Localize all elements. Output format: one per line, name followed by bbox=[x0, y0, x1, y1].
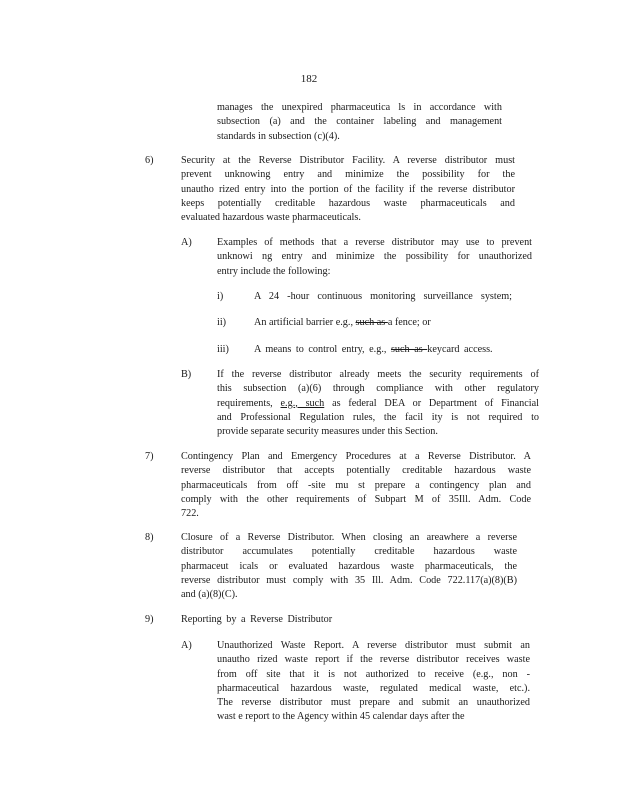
text-line: unknowi ng entry and minimize the possibility for unauthorized bbox=[217, 251, 532, 263]
page-number: 182 bbox=[300, 73, 318, 85]
text-line: Unauthorized Waste Report. A reverse distributor must submit an bbox=[217, 640, 530, 651]
text-line: pharmaceutical hazardous waste, regulated medical waste, etc.). bbox=[217, 682, 530, 694]
roman-number: iii) bbox=[217, 344, 229, 355]
sub-item-letter: A) bbox=[181, 640, 192, 651]
roman-item-ii bbox=[254, 316, 431, 330]
text-line: Security at the Reverse Distributor Facility. A reverse distributor must bbox=[181, 155, 515, 166]
roman-number: ii) bbox=[217, 317, 227, 328]
text-line: prevent unknowing entry and minimize the possibility for the bbox=[181, 169, 515, 181]
text-line: this subsection (a)(6) through compliance with other regulatory bbox=[217, 383, 539, 395]
sub-item-letter: B) bbox=[181, 369, 192, 380]
item-9-title: Reporting by a Reverse Distributor bbox=[181, 614, 333, 625]
text-line: Examples of methods that a reverse distributor may use to prevent bbox=[217, 237, 532, 248]
text-line: The reverse distributor must prepare and submit an unauthorized bbox=[217, 697, 530, 709]
item-9a-paragraph bbox=[217, 639, 530, 725]
text-line: reverse distributor that accepts potentially creditable hazardous waste bbox=[181, 465, 531, 477]
text-line bbox=[217, 397, 539, 411]
text-line: subsection (a) and the container labeling and management bbox=[217, 116, 502, 128]
item-number: 7) bbox=[145, 451, 154, 462]
text-segment: An artificial barrier e.g., bbox=[254, 317, 356, 328]
item-6-paragraph bbox=[181, 154, 515, 225]
text-line: standards in subsection (c)(4). bbox=[217, 130, 340, 142]
sub-item-letter: A) bbox=[181, 237, 192, 248]
struck-text: such as bbox=[390, 344, 428, 355]
text-line: manages the unexpired pharmaceutica ls in accordance with bbox=[217, 102, 502, 113]
text-line: evaluated hazardous waste pharmaceuticals. bbox=[181, 212, 361, 224]
text-line: and Professional Regulation rules, the facil ity is not required to bbox=[217, 411, 539, 423]
text-line: pharmaceuticals from off -site mu st prepare a contingency plan and bbox=[181, 479, 531, 491]
text-line: pharmaceut icals or evaluated hazardous waste pharmaceuticals, the bbox=[181, 560, 517, 572]
continuation-paragraph bbox=[217, 101, 502, 144]
text-line: reverse distributor must comply with 35 Ill. Adm. Code 722.117(a)(8)(B) bbox=[181, 574, 517, 586]
text-line: keeps potentially creditable hazardous waste pharmaceuticals and bbox=[181, 197, 515, 209]
text-segment: as federal DEA or Department of Financial bbox=[324, 397, 539, 409]
roman-item-i bbox=[254, 290, 512, 304]
text-line: provide separate security measures under this Section. bbox=[217, 426, 438, 438]
text-line: 722. bbox=[181, 508, 199, 520]
item-6a-paragraph bbox=[217, 236, 532, 279]
item-number: 8) bbox=[145, 532, 154, 543]
item-8-paragraph bbox=[181, 531, 517, 602]
roman-number: i) bbox=[217, 291, 224, 302]
struck-text: such as bbox=[355, 317, 388, 328]
item-number: 6) bbox=[145, 155, 154, 166]
text-line: Closure of a Reverse Distributor. When closing an areawhere a reverse bbox=[181, 532, 517, 543]
text-segment: keycard access. bbox=[427, 344, 493, 355]
text-line: unautho rized waste report if the reverse distributor receives waste bbox=[217, 654, 530, 666]
text-line: Contingency Plan and Emergency Procedures at a Reverse Distributor. A bbox=[181, 451, 531, 462]
text-line: comply with the other requirements of Subpart M of 35Ill. Adm. Code bbox=[181, 493, 531, 505]
text-line: unautho rized entry into the portion of the facility if the reverse distributor bbox=[181, 183, 515, 195]
text-segment: requirements, bbox=[217, 397, 281, 409]
text-line: from off site that it is not authorized to receive (e.g., non - bbox=[217, 668, 530, 680]
text-line: A 24 -hour continuous monitoring surveillance system; bbox=[254, 291, 512, 302]
item-number: 9) bbox=[145, 614, 154, 625]
underlined-text: e.g., such bbox=[280, 397, 325, 409]
text-line: distributor accumulates potentially creditable hazardous waste bbox=[181, 546, 517, 558]
text-line: If the reverse distributor already meets the security requirements of bbox=[217, 369, 539, 380]
text-segment: a fence; or bbox=[387, 317, 431, 328]
text-line: wast e report to the Agency within 45 calendar days after the bbox=[217, 711, 465, 723]
text-segment: A means to control entry, e.g., bbox=[254, 344, 391, 355]
text-line: and (a)(8)(C). bbox=[181, 589, 238, 601]
item-6b-paragraph bbox=[217, 368, 539, 439]
text-line: entry include the following: bbox=[217, 265, 331, 277]
item-7-paragraph bbox=[181, 450, 531, 521]
roman-item-iii bbox=[254, 343, 493, 357]
